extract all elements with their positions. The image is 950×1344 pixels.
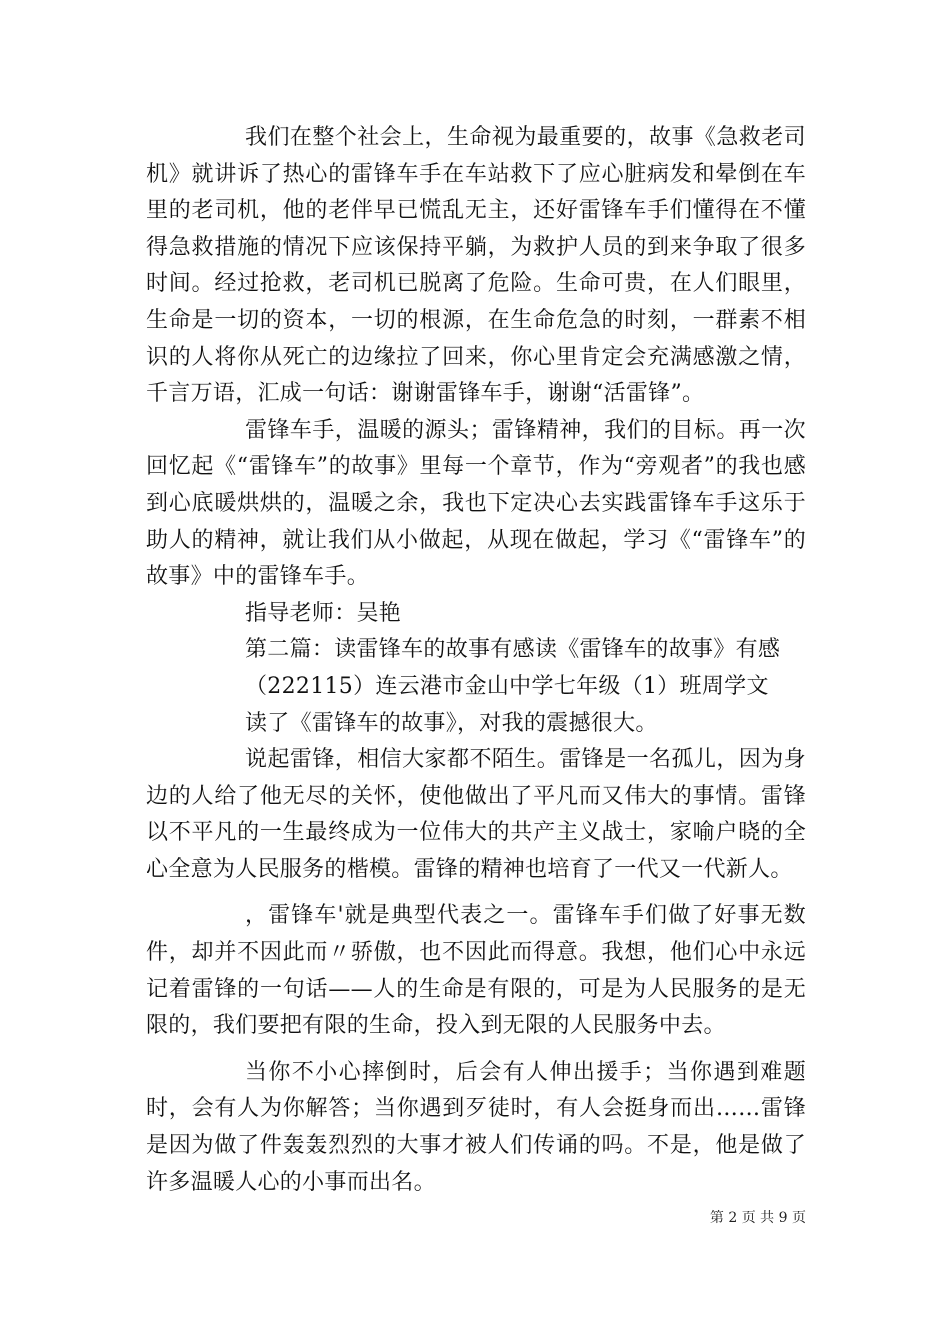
paragraph-about-leifeng: 说起雷锋，相信大家都不陌生。雷锋是一名孤儿，因为身边的人给了他无尽的关怀，使他做出了平凡而又伟大的事情。雷锋以不平凡的一生最终成为一位伟大的共产主义战士，家喻户晓的全心全意为人民服务的楷模。雷锋的精神也培育了一代又一代新人。 (146, 747, 806, 882)
paragraph-leifeng-car: ，雷锋车'就是典型代表之一。雷锋车手们做了好事无数件，却并不因此而〃骄傲，也不因此而得意。我想，他们心中永远记着雷锋的一句话——人的生命是有限的，可是为人民服务的是无限的，我们要把有限的生命，投入到无限的人民服务中去。 (146, 903, 806, 1039)
paragraph-helping-hands: 当你不小心摔倒时，后会有人伸出援手；当你遇到难题时，会有人为你解答；当你遇到歹徒时，有人会挺身而出……雷锋是因为做了件轰轰烈烈的大事才被人们传诵的吗。不是，他是做了许多温暖人心的小事而出名。 (146, 1059, 806, 1195)
paragraph-warmth-source: 雷锋车手，温暖的源头；雷锋精神，我们的目标。再一次回忆起《“雷锋车”的故事》里每一个章节，作为“旁观者”的我也感到心底暖烘烘的，温暖之余，我也下定决心去实践雷锋车手这乐于助人的精神，就让我们从小做起，从现在做起，学习《“雷锋车”的故事》中的雷锋车手。 (146, 417, 806, 590)
intro-line: 读了《雷锋车的故事》，对我的震撼很大。 (245, 710, 658, 736)
document-body (146, 120, 806, 1201)
author-line: （222115）连云港市金山中学七年级（1）班周学文 (245, 673, 769, 699)
teacher-line: 指导老师：吴艳 (245, 600, 402, 626)
paragraph-rescue-story: 我们在整个社会上，生命视为最重要的，故事《急救老司机》就讲诉了热心的雷锋车手在车站救下了应心脏病发和晕倒在车里的老司机，他的老伴早已慌乱无主，还好雷锋车手们懂得在不懂得急救措施的情况下应该保持平躺，为救护人员的到来争取了很多时间。经过抢救，老司机已脱离了危险。生命可贵，在人们眼里，生命是一切的资本，一切的根源，在生命危急的时刻，一群素不相识的人将你从死亡的边缘拉了回来，你心里肯定会充满感激之情，千言万语，汇成一句话：谢谢雷锋车手，谢谢“活雷锋”。 (146, 125, 806, 407)
section-title: 第二篇：读雷锋车的故事有感读《雷锋车的故事》有感 (245, 637, 781, 663)
page-number: 第 2 页 共 9 页 (709, 1210, 806, 1226)
